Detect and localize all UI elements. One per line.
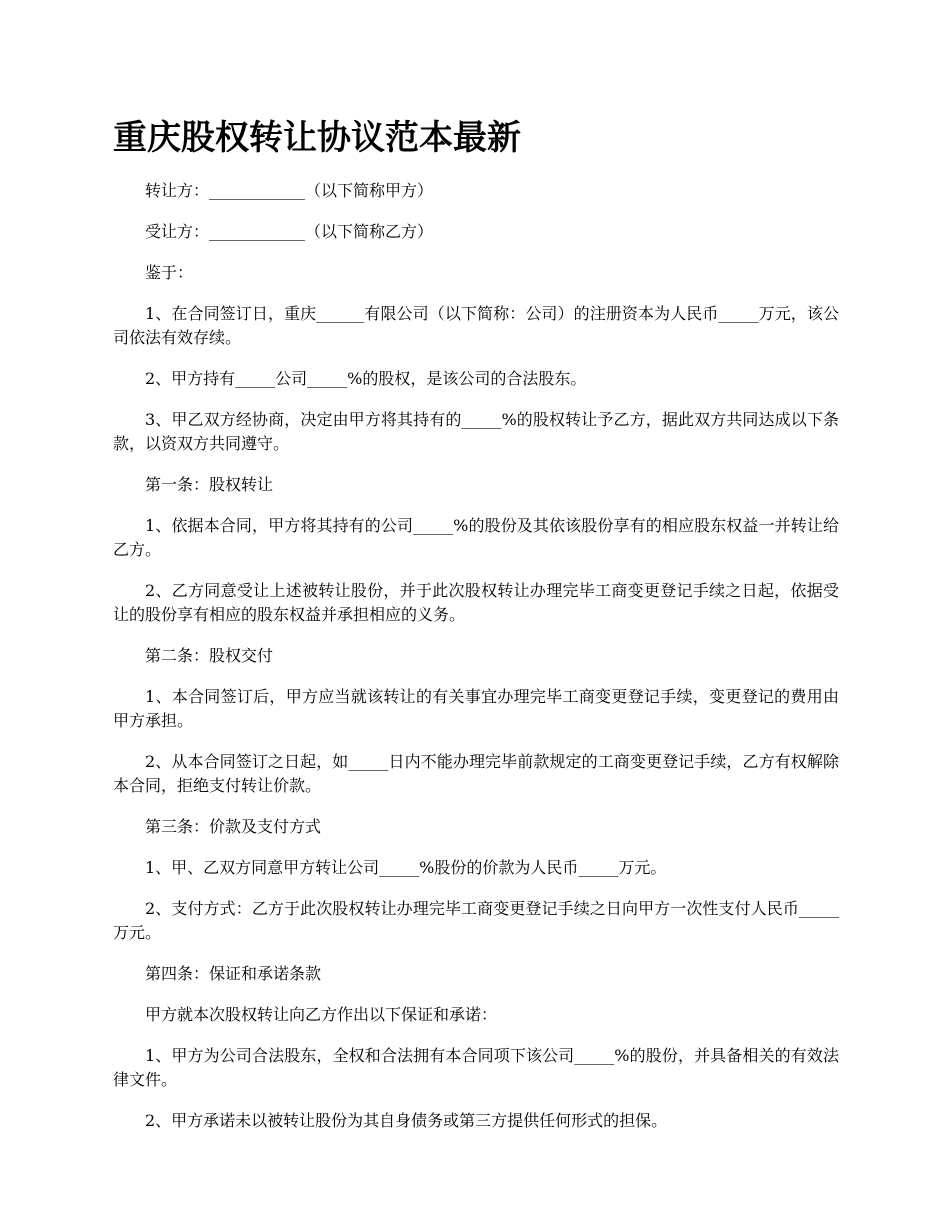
section-heading-1: 第一条：股权转让 bbox=[145, 475, 274, 494]
clause-2-1: 1、本合同签订后，甲方应当就该转让的有关事宜办理完毕工商变更登记手续，变更登记的费用由甲方承担。 bbox=[113, 687, 839, 730]
clause-2-2: 2、从本合同签订之日起，如_____日内不能办理完毕前款规定的工商变更登记手续，乙方有权解除本合同，拒绝支付转让价款。 bbox=[113, 752, 839, 795]
paragraph-whereas-1: 1、在合同签订日，重庆______有限公司（以下简称：公司）的注册资本为人民币_____万元，该公司依法有效存续。 bbox=[113, 304, 839, 347]
paragraph-list bbox=[113, 179, 839, 1133]
section-heading-2: 第二条：股权交付 bbox=[145, 646, 274, 665]
section-heading-4: 第四条：保证和承诺条款 bbox=[145, 964, 322, 983]
clause-3-1: 1、甲、乙双方同意甲方转让公司_____%股份的价款为人民币_____万元。 bbox=[145, 858, 667, 877]
clause-1-2: 2、乙方同意受让上述被转让股份，并于此次股权转让办理完毕工商变更登记手续之日起，依据受让的股份享有相应的股东权益并承担相应的义务。 bbox=[113, 581, 839, 624]
clause-4-1: 1、甲方为公司合法股东，全权和合法拥有本合同项下该公司_____%的股份，并具备相关的有效法律文件。 bbox=[113, 1046, 839, 1089]
section-heading-3: 第三条：价款及支付方式 bbox=[145, 817, 322, 836]
clause-1-1: 1、依据本合同，甲方将其持有的公司_____%的股份及其依该股份享有的相应股东权益一并转让给乙方。 bbox=[113, 516, 839, 559]
document-title: 重庆股权转让协议范本最新 bbox=[113, 118, 521, 158]
paragraph-transferor: 转让方：____________（以下简称甲方） bbox=[145, 181, 434, 200]
paragraph-whereas-3: 3、甲乙双方经协商，决定由甲方将其持有的_____%的股权转让予乙方，据此双方共同达成以下条款，以资双方共同遵守。 bbox=[113, 410, 839, 453]
document-body bbox=[113, 113, 839, 1150]
clause-4-2: 2、甲方承诺未以被转让股份为其自身债务或第三方提供任何形式的担保。 bbox=[145, 1111, 668, 1130]
paragraph-whereas-2: 2、甲方持有_____公司_____%的股权，是该公司的合法股东。 bbox=[145, 369, 587, 388]
paragraph-transferee: 受让方：____________（以下简称乙方） bbox=[145, 222, 434, 241]
clause-4-intro: 甲方就本次股权转让向乙方作出以下保证和承诺： bbox=[145, 1005, 498, 1024]
paragraph-whereas: 鉴于： bbox=[145, 263, 194, 282]
clause-3-2: 2、支付方式：乙方于此次股权转让办理完毕工商变更登记手续之日向甲方一次性支付人民币_____万元。 bbox=[113, 899, 839, 942]
